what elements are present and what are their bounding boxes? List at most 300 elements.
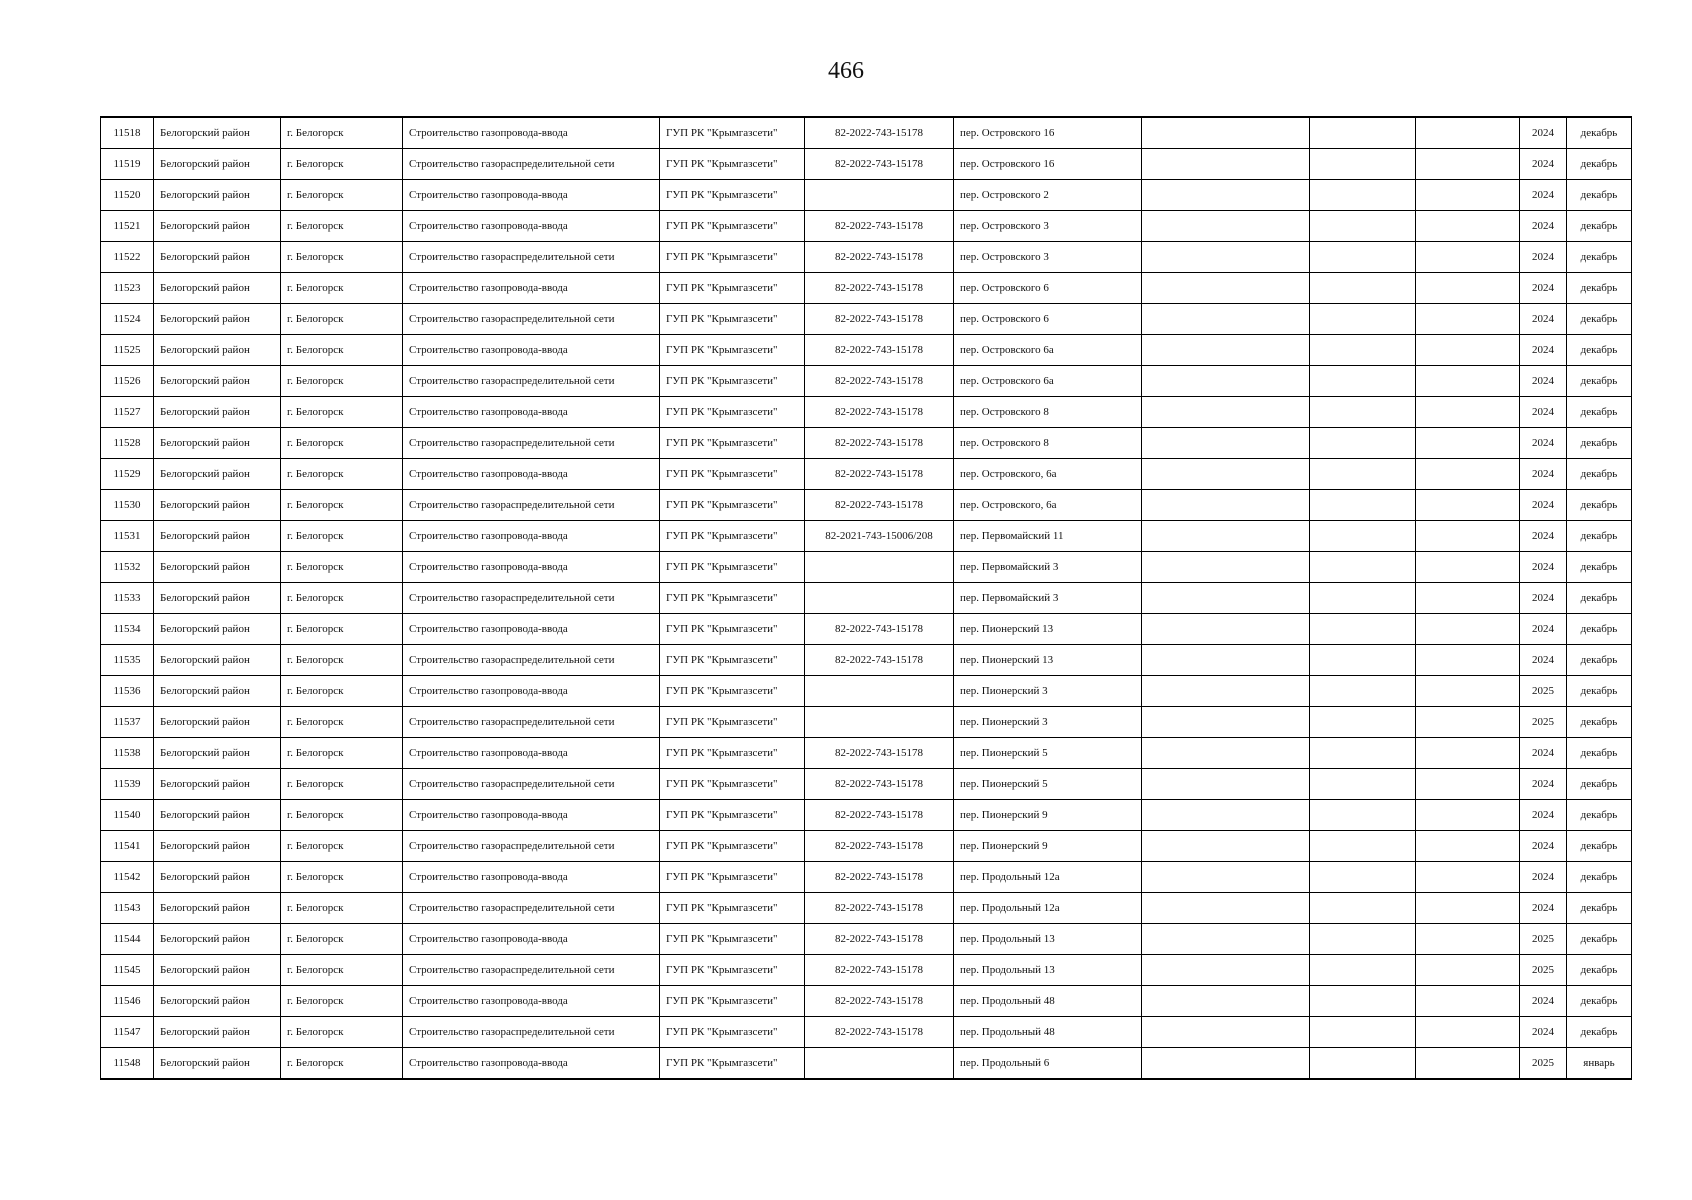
organization-cell: ГУП РК "Крымгазсети" bbox=[660, 862, 805, 893]
organization-cell: ГУП РК "Крымгазсети" bbox=[660, 304, 805, 335]
project-code-cell: 82-2022-743-15178 bbox=[805, 490, 954, 521]
year-cell: 2024 bbox=[1520, 211, 1567, 242]
project-code-cell: 82-2022-743-15178 bbox=[805, 831, 954, 862]
project-code-cell: 82-2022-743-15178 bbox=[805, 335, 954, 366]
district-cell: Белогорский район bbox=[154, 614, 281, 645]
empty-cell bbox=[1416, 676, 1520, 707]
row-number-cell: 11524 bbox=[101, 304, 154, 335]
work-type-cell: Строительство газопровода-ввода bbox=[403, 521, 660, 552]
city-cell: г. Белогорск bbox=[281, 335, 403, 366]
row-number-cell: 11544 bbox=[101, 924, 154, 955]
month-cell: декабрь bbox=[1567, 397, 1632, 428]
empty-cell bbox=[1416, 583, 1520, 614]
work-type-cell: Строительство газопровода-ввода bbox=[403, 924, 660, 955]
project-code-cell: 82-2022-743-15178 bbox=[805, 366, 954, 397]
organization-cell: ГУП РК "Крымгазсети" bbox=[660, 645, 805, 676]
empty-cell bbox=[1142, 1048, 1310, 1080]
row-number-cell: 11518 bbox=[101, 117, 154, 149]
address-cell: пер. Первомайский 3 bbox=[954, 583, 1142, 614]
table-row bbox=[101, 490, 1632, 521]
row-number-cell: 11526 bbox=[101, 366, 154, 397]
year-cell: 2025 bbox=[1520, 707, 1567, 738]
empty-cell bbox=[1310, 552, 1416, 583]
empty-cell bbox=[1310, 490, 1416, 521]
address-cell: пер. Пионерский 13 bbox=[954, 614, 1142, 645]
empty-cell bbox=[1142, 117, 1310, 149]
organization-cell: ГУП РК "Крымгазсети" bbox=[660, 583, 805, 614]
organization-cell: ГУП РК "Крымгазсети" bbox=[660, 552, 805, 583]
row-number-cell: 11536 bbox=[101, 676, 154, 707]
empty-cell bbox=[1416, 490, 1520, 521]
table-row bbox=[101, 211, 1632, 242]
month-cell: декабрь bbox=[1567, 180, 1632, 211]
row-number-cell: 11545 bbox=[101, 955, 154, 986]
empty-cell bbox=[1310, 273, 1416, 304]
project-code-cell: 82-2022-743-15178 bbox=[805, 955, 954, 986]
year-cell: 2024 bbox=[1520, 273, 1567, 304]
empty-cell bbox=[1416, 552, 1520, 583]
project-code-cell: 82-2022-743-15178 bbox=[805, 304, 954, 335]
district-cell: Белогорский район bbox=[154, 645, 281, 676]
empty-cell bbox=[1416, 986, 1520, 1017]
row-number-cell: 11520 bbox=[101, 180, 154, 211]
year-cell: 2024 bbox=[1520, 1017, 1567, 1048]
row-number-cell: 11547 bbox=[101, 1017, 154, 1048]
city-cell: г. Белогорск bbox=[281, 490, 403, 521]
table-row bbox=[101, 149, 1632, 180]
empty-cell bbox=[1310, 117, 1416, 149]
row-number-cell: 11529 bbox=[101, 459, 154, 490]
empty-cell bbox=[1310, 614, 1416, 645]
city-cell: г. Белогорск bbox=[281, 769, 403, 800]
district-cell: Белогорский район bbox=[154, 304, 281, 335]
address-cell: пер. Островского 6 bbox=[954, 304, 1142, 335]
table-row bbox=[101, 242, 1632, 273]
table-body bbox=[101, 117, 1632, 1079]
year-cell: 2024 bbox=[1520, 117, 1567, 149]
organization-cell: ГУП РК "Крымгазсети" bbox=[660, 490, 805, 521]
empty-cell bbox=[1416, 614, 1520, 645]
year-cell: 2024 bbox=[1520, 459, 1567, 490]
address-cell: пер. Продольный 48 bbox=[954, 986, 1142, 1017]
year-cell: 2024 bbox=[1520, 893, 1567, 924]
city-cell: г. Белогорск bbox=[281, 459, 403, 490]
row-number-cell: 11542 bbox=[101, 862, 154, 893]
work-type-cell: Строительство газораспределительной сети bbox=[403, 707, 660, 738]
organization-cell: ГУП РК "Крымгазсети" bbox=[660, 831, 805, 862]
district-cell: Белогорский район bbox=[154, 800, 281, 831]
row-number-cell: 11530 bbox=[101, 490, 154, 521]
empty-cell bbox=[1416, 738, 1520, 769]
district-cell: Белогорский район bbox=[154, 335, 281, 366]
month-cell: декабрь bbox=[1567, 366, 1632, 397]
row-number-cell: 11538 bbox=[101, 738, 154, 769]
address-cell: пер. Островского 3 bbox=[954, 211, 1142, 242]
organization-cell: ГУП РК "Крымгазсети" bbox=[660, 800, 805, 831]
empty-cell bbox=[1142, 149, 1310, 180]
address-cell: пер. Пионерский 3 bbox=[954, 676, 1142, 707]
empty-cell bbox=[1310, 955, 1416, 986]
empty-cell bbox=[1310, 924, 1416, 955]
district-cell: Белогорский район bbox=[154, 676, 281, 707]
organization-cell: ГУП РК "Крымгазсети" bbox=[660, 459, 805, 490]
empty-cell bbox=[1416, 149, 1520, 180]
empty-cell bbox=[1142, 397, 1310, 428]
year-cell: 2024 bbox=[1520, 614, 1567, 645]
empty-cell bbox=[1142, 955, 1310, 986]
month-cell: декабрь bbox=[1567, 490, 1632, 521]
district-cell: Белогорский район bbox=[154, 211, 281, 242]
empty-cell bbox=[1310, 862, 1416, 893]
year-cell: 2024 bbox=[1520, 428, 1567, 459]
address-cell: пер. Пионерский 9 bbox=[954, 831, 1142, 862]
empty-cell bbox=[1142, 738, 1310, 769]
organization-cell: ГУП РК "Крымгазсети" bbox=[660, 149, 805, 180]
city-cell: г. Белогорск bbox=[281, 676, 403, 707]
table-row bbox=[101, 707, 1632, 738]
year-cell: 2024 bbox=[1520, 769, 1567, 800]
row-number-cell: 11519 bbox=[101, 149, 154, 180]
address-cell: пер. Островского 2 bbox=[954, 180, 1142, 211]
month-cell: декабрь bbox=[1567, 707, 1632, 738]
month-cell: декабрь bbox=[1567, 955, 1632, 986]
work-type-cell: Строительство газопровода-ввода bbox=[403, 614, 660, 645]
empty-cell bbox=[1416, 335, 1520, 366]
empty-cell bbox=[1142, 862, 1310, 893]
work-type-cell: Строительство газораспределительной сети bbox=[403, 831, 660, 862]
empty-cell bbox=[1310, 986, 1416, 1017]
project-code-cell: 82-2022-743-15178 bbox=[805, 149, 954, 180]
month-cell: декабрь bbox=[1567, 242, 1632, 273]
work-type-cell: Строительство газораспределительной сети bbox=[403, 769, 660, 800]
year-cell: 2024 bbox=[1520, 645, 1567, 676]
empty-cell bbox=[1416, 1017, 1520, 1048]
empty-cell bbox=[1310, 428, 1416, 459]
empty-cell bbox=[1142, 273, 1310, 304]
address-cell: пер. Островского, 6а bbox=[954, 459, 1142, 490]
work-type-cell: Строительство газопровода-ввода bbox=[403, 862, 660, 893]
empty-cell bbox=[1310, 583, 1416, 614]
empty-cell bbox=[1310, 645, 1416, 676]
empty-cell bbox=[1142, 242, 1310, 273]
table-row bbox=[101, 955, 1632, 986]
table-row bbox=[101, 366, 1632, 397]
city-cell: г. Белогорск bbox=[281, 1017, 403, 1048]
empty-cell bbox=[1142, 335, 1310, 366]
address-cell: пер. Продольный 6 bbox=[954, 1048, 1142, 1080]
address-cell: пер. Продольный 12а bbox=[954, 893, 1142, 924]
district-cell: Белогорский район bbox=[154, 459, 281, 490]
table-row bbox=[101, 304, 1632, 335]
row-number-cell: 11541 bbox=[101, 831, 154, 862]
empty-cell bbox=[1416, 955, 1520, 986]
year-cell: 2025 bbox=[1520, 1048, 1567, 1080]
table-row bbox=[101, 1017, 1632, 1048]
table-row bbox=[101, 800, 1632, 831]
organization-cell: ГУП РК "Крымгазсети" bbox=[660, 273, 805, 304]
city-cell: г. Белогорск bbox=[281, 242, 403, 273]
empty-cell bbox=[1416, 273, 1520, 304]
empty-cell bbox=[1142, 459, 1310, 490]
table-row bbox=[101, 769, 1632, 800]
district-cell: Белогорский район bbox=[154, 831, 281, 862]
project-code-cell: 82-2022-743-15178 bbox=[805, 1017, 954, 1048]
empty-cell bbox=[1142, 924, 1310, 955]
district-cell: Белогорский район bbox=[154, 1048, 281, 1080]
address-cell: пер. Островского 16 bbox=[954, 117, 1142, 149]
month-cell: декабрь bbox=[1567, 769, 1632, 800]
month-cell: декабрь bbox=[1567, 304, 1632, 335]
year-cell: 2024 bbox=[1520, 490, 1567, 521]
project-code-cell: 82-2022-743-15178 bbox=[805, 117, 954, 149]
work-type-cell: Строительство газораспределительной сети bbox=[403, 583, 660, 614]
address-cell: пер. Островского, 6а bbox=[954, 490, 1142, 521]
city-cell: г. Белогорск bbox=[281, 800, 403, 831]
address-cell: пер. Пионерский 5 bbox=[954, 769, 1142, 800]
empty-cell bbox=[1310, 149, 1416, 180]
table-row bbox=[101, 552, 1632, 583]
year-cell: 2024 bbox=[1520, 583, 1567, 614]
address-cell: пер. Продольный 48 bbox=[954, 1017, 1142, 1048]
district-cell: Белогорский район bbox=[154, 955, 281, 986]
empty-cell bbox=[1416, 521, 1520, 552]
table-row bbox=[101, 459, 1632, 490]
year-cell: 2024 bbox=[1520, 366, 1567, 397]
work-type-cell: Строительство газораспределительной сети bbox=[403, 490, 660, 521]
work-type-cell: Строительство газораспределительной сети bbox=[403, 893, 660, 924]
project-code-cell: 82-2022-743-15178 bbox=[805, 459, 954, 490]
address-cell: пер. Продольный 12а bbox=[954, 862, 1142, 893]
project-code-cell bbox=[805, 707, 954, 738]
project-code-cell bbox=[805, 1048, 954, 1080]
row-number-cell: 11534 bbox=[101, 614, 154, 645]
district-cell: Белогорский район bbox=[154, 924, 281, 955]
empty-cell bbox=[1310, 211, 1416, 242]
empty-cell bbox=[1310, 769, 1416, 800]
empty-cell bbox=[1416, 893, 1520, 924]
month-cell: декабрь bbox=[1567, 614, 1632, 645]
empty-cell bbox=[1310, 800, 1416, 831]
month-cell: декабрь bbox=[1567, 459, 1632, 490]
work-type-cell: Строительство газораспределительной сети bbox=[403, 149, 660, 180]
empty-cell bbox=[1142, 428, 1310, 459]
table-row bbox=[101, 645, 1632, 676]
project-code-cell: 82-2022-743-15178 bbox=[805, 242, 954, 273]
month-cell: декабрь bbox=[1567, 645, 1632, 676]
empty-cell bbox=[1416, 459, 1520, 490]
empty-cell bbox=[1416, 397, 1520, 428]
row-number-cell: 11525 bbox=[101, 335, 154, 366]
row-number-cell: 11523 bbox=[101, 273, 154, 304]
city-cell: г. Белогорск bbox=[281, 645, 403, 676]
organization-cell: ГУП РК "Крымгазсети" bbox=[660, 397, 805, 428]
table-row bbox=[101, 397, 1632, 428]
work-type-cell: Строительство газопровода-ввода bbox=[403, 117, 660, 149]
empty-cell bbox=[1310, 831, 1416, 862]
year-cell: 2024 bbox=[1520, 738, 1567, 769]
work-type-cell: Строительство газораспределительной сети bbox=[403, 645, 660, 676]
city-cell: г. Белогорск bbox=[281, 893, 403, 924]
empty-cell bbox=[1310, 304, 1416, 335]
organization-cell: ГУП РК "Крымгазсети" bbox=[660, 366, 805, 397]
address-cell: пер. Пионерский 13 bbox=[954, 645, 1142, 676]
page-number: 466 bbox=[828, 58, 864, 84]
empty-cell bbox=[1416, 1048, 1520, 1080]
work-type-cell: Строительство газопровода-ввода bbox=[403, 211, 660, 242]
empty-cell bbox=[1142, 490, 1310, 521]
month-cell: декабрь bbox=[1567, 738, 1632, 769]
city-cell: г. Белогорск bbox=[281, 552, 403, 583]
row-number-cell: 11539 bbox=[101, 769, 154, 800]
empty-cell bbox=[1416, 242, 1520, 273]
table-row bbox=[101, 986, 1632, 1017]
project-code-cell bbox=[805, 676, 954, 707]
work-type-cell: Строительство газопровода-ввода bbox=[403, 273, 660, 304]
empty-cell bbox=[1142, 583, 1310, 614]
work-type-cell: Строительство газопровода-ввода bbox=[403, 676, 660, 707]
city-cell: г. Белогорск bbox=[281, 1048, 403, 1080]
city-cell: г. Белогорск bbox=[281, 831, 403, 862]
table-row bbox=[101, 738, 1632, 769]
city-cell: г. Белогорск bbox=[281, 738, 403, 769]
city-cell: г. Белогорск bbox=[281, 614, 403, 645]
organization-cell: ГУП РК "Крымгазсети" bbox=[660, 893, 805, 924]
year-cell: 2024 bbox=[1520, 800, 1567, 831]
empty-cell bbox=[1142, 521, 1310, 552]
project-code-cell: 82-2022-743-15178 bbox=[805, 211, 954, 242]
district-cell: Белогорский район bbox=[154, 893, 281, 924]
table-row bbox=[101, 924, 1632, 955]
year-cell: 2024 bbox=[1520, 335, 1567, 366]
city-cell: г. Белогорск bbox=[281, 180, 403, 211]
empty-cell bbox=[1310, 676, 1416, 707]
project-code-cell: 82-2022-743-15178 bbox=[805, 893, 954, 924]
empty-cell bbox=[1416, 862, 1520, 893]
month-cell: декабрь bbox=[1567, 986, 1632, 1017]
city-cell: г. Белогорск bbox=[281, 955, 403, 986]
row-number-cell: 11522 bbox=[101, 242, 154, 273]
project-code-cell: 82-2022-743-15178 bbox=[805, 273, 954, 304]
year-cell: 2024 bbox=[1520, 149, 1567, 180]
district-cell: Белогорский район bbox=[154, 1017, 281, 1048]
organization-cell: ГУП РК "Крымгазсети" bbox=[660, 769, 805, 800]
organization-cell: ГУП РК "Крымгазсети" bbox=[660, 242, 805, 273]
district-cell: Белогорский район bbox=[154, 149, 281, 180]
project-code-cell: 82-2022-743-15178 bbox=[805, 614, 954, 645]
table-row bbox=[101, 335, 1632, 366]
organization-cell: ГУП РК "Крымгазсети" bbox=[660, 211, 805, 242]
year-cell: 2024 bbox=[1520, 304, 1567, 335]
table-row bbox=[101, 521, 1632, 552]
address-cell: пер. Первомайский 3 bbox=[954, 552, 1142, 583]
empty-cell bbox=[1310, 893, 1416, 924]
project-code-cell bbox=[805, 552, 954, 583]
work-type-cell: Строительство газораспределительной сети bbox=[403, 428, 660, 459]
empty-cell bbox=[1142, 676, 1310, 707]
district-cell: Белогорский район bbox=[154, 769, 281, 800]
table-row bbox=[101, 614, 1632, 645]
work-type-cell: Строительство газопровода-ввода bbox=[403, 180, 660, 211]
month-cell: декабрь bbox=[1567, 273, 1632, 304]
empty-cell bbox=[1416, 180, 1520, 211]
district-cell: Белогорский район bbox=[154, 986, 281, 1017]
month-cell: январь bbox=[1567, 1048, 1632, 1080]
district-cell: Белогорский район bbox=[154, 397, 281, 428]
empty-cell bbox=[1142, 366, 1310, 397]
year-cell: 2024 bbox=[1520, 552, 1567, 583]
district-cell: Белогорский район bbox=[154, 117, 281, 149]
project-code-cell: 82-2022-743-15178 bbox=[805, 800, 954, 831]
year-cell: 2024 bbox=[1520, 986, 1567, 1017]
month-cell: декабрь bbox=[1567, 924, 1632, 955]
address-cell: пер. Островского 6а bbox=[954, 366, 1142, 397]
table-row bbox=[101, 676, 1632, 707]
row-number-cell: 11521 bbox=[101, 211, 154, 242]
district-cell: Белогорский район bbox=[154, 273, 281, 304]
month-cell: декабрь bbox=[1567, 831, 1632, 862]
address-cell: пер. Островского 6а bbox=[954, 335, 1142, 366]
city-cell: г. Белогорск bbox=[281, 149, 403, 180]
row-number-cell: 11548 bbox=[101, 1048, 154, 1080]
row-number-cell: 11546 bbox=[101, 986, 154, 1017]
organization-cell: ГУП РК "Крымгазсети" bbox=[660, 428, 805, 459]
empty-cell bbox=[1416, 366, 1520, 397]
organization-cell: ГУП РК "Крымгазсети" bbox=[660, 955, 805, 986]
work-type-cell: Строительство газораспределительной сети bbox=[403, 242, 660, 273]
empty-cell bbox=[1310, 397, 1416, 428]
address-cell: пер. Островского 6 bbox=[954, 273, 1142, 304]
city-cell: г. Белогорск bbox=[281, 583, 403, 614]
address-cell: пер. Островского 8 bbox=[954, 428, 1142, 459]
organization-cell: ГУП РК "Крымгазсети" bbox=[660, 614, 805, 645]
district-cell: Белогорский район bbox=[154, 242, 281, 273]
month-cell: декабрь bbox=[1567, 676, 1632, 707]
empty-cell bbox=[1416, 769, 1520, 800]
organization-cell: ГУП РК "Крымгазсети" bbox=[660, 986, 805, 1017]
address-cell: пер. Первомайский 11 bbox=[954, 521, 1142, 552]
table-row bbox=[101, 180, 1632, 211]
table-row bbox=[101, 273, 1632, 304]
month-cell: декабрь bbox=[1567, 552, 1632, 583]
city-cell: г. Белогорск bbox=[281, 397, 403, 428]
table-row bbox=[101, 831, 1632, 862]
district-cell: Белогорский район bbox=[154, 583, 281, 614]
district-cell: Белогорский район bbox=[154, 366, 281, 397]
project-code-cell bbox=[805, 180, 954, 211]
organization-cell: ГУП РК "Крымгазсети" bbox=[660, 707, 805, 738]
work-type-cell: Строительство газопровода-ввода bbox=[403, 552, 660, 583]
row-number-cell: 11540 bbox=[101, 800, 154, 831]
month-cell: декабрь bbox=[1567, 583, 1632, 614]
organization-cell: ГУП РК "Крымгазсети" bbox=[660, 1017, 805, 1048]
table-row bbox=[101, 893, 1632, 924]
row-number-cell: 11527 bbox=[101, 397, 154, 428]
month-cell: декабрь bbox=[1567, 117, 1632, 149]
city-cell: г. Белогорск bbox=[281, 862, 403, 893]
city-cell: г. Белогорск bbox=[281, 117, 403, 149]
year-cell: 2024 bbox=[1520, 397, 1567, 428]
work-type-cell: Строительство газопровода-ввода bbox=[403, 800, 660, 831]
month-cell: декабрь bbox=[1567, 800, 1632, 831]
city-cell: г. Белогорск bbox=[281, 211, 403, 242]
row-number-cell: 11532 bbox=[101, 552, 154, 583]
empty-cell bbox=[1310, 180, 1416, 211]
project-code-cell: 82-2022-743-15178 bbox=[805, 738, 954, 769]
table-row bbox=[101, 583, 1632, 614]
empty-cell bbox=[1310, 366, 1416, 397]
district-cell: Белогорский район bbox=[154, 707, 281, 738]
empty-cell bbox=[1142, 645, 1310, 676]
